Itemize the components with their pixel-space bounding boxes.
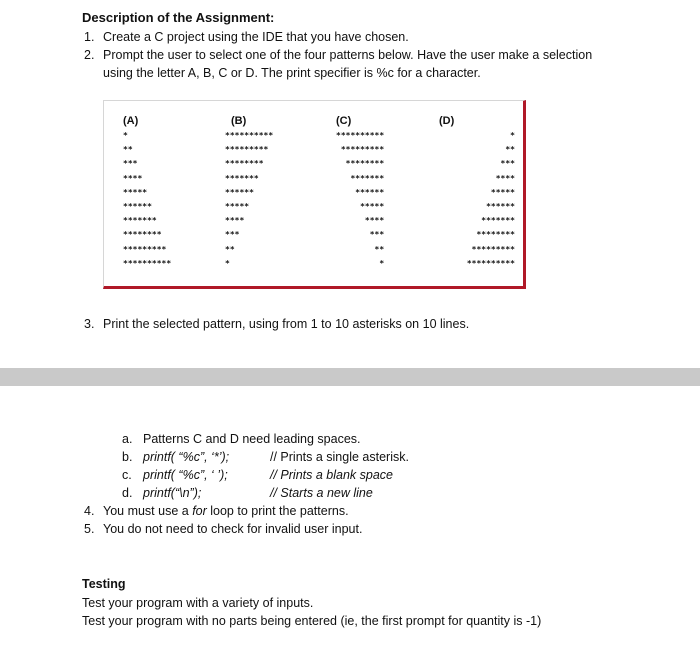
pattern-a-label: (A) (123, 115, 139, 127)
item-4-text-b: loop to print the patterns. (206, 504, 349, 518)
testing-line-1: Test your program with a variety of inputs. (82, 596, 314, 610)
pattern-d-row: **** (495, 173, 515, 183)
pattern-c-rows (336, 129, 384, 271)
pattern-a-row: ** (123, 145, 133, 155)
pattern-c-label: (C) (336, 115, 352, 127)
patterns-figure (103, 100, 526, 289)
pattern-d-row: ******* (481, 216, 515, 226)
pattern-c-row: ** (336, 244, 385, 254)
assignment-title: Description of the Assignment: (82, 10, 275, 25)
item-1-number: 1. (84, 30, 95, 44)
pattern-b-row: * (225, 258, 230, 268)
item-4-text (103, 504, 349, 518)
pattern-d-row: ***** (490, 187, 515, 197)
item-3-text: Print the selected pattern, using from 1 to 10 asterisks on 10 lines. (103, 317, 470, 331)
note-d-code: printf(“\n”); (143, 486, 202, 500)
page-divider (0, 368, 700, 386)
pattern-b-row: ********** (225, 131, 274, 140)
pattern-a-row: ***** (123, 187, 148, 197)
pattern-a-row: ********** (123, 258, 172, 268)
testing-heading: Testing (82, 577, 126, 591)
item-1-text: Create a C project using the IDE that you have chosen. (103, 30, 409, 44)
note-a-number: a. (122, 432, 133, 446)
pattern-b-row: ******* (225, 173, 259, 183)
pattern-b-row: ***** (225, 201, 250, 211)
note-a-text: Patterns C and D need leading spaces. (143, 432, 361, 446)
item-3-number: 3. (84, 317, 95, 331)
pattern-a-row: ****** (123, 201, 152, 211)
pattern-a-row: **** (123, 173, 143, 183)
item-4-number: 4. (84, 504, 95, 518)
pattern-b-row: ******** (225, 159, 264, 169)
note-b-comment: // Prints a single asterisk. (270, 450, 409, 464)
pattern-b-row: ****** (225, 187, 254, 197)
item-5-text: You do not need to check for invalid user input. (103, 522, 363, 536)
pattern-b-row: *** (225, 230, 240, 240)
pattern-d-rows (438, 129, 515, 271)
note-c-comment: // Prints a blank space (270, 468, 393, 482)
note-c-code: printf( “%c”, ‘ ’); (143, 468, 228, 482)
pattern-c-row: ****** (336, 187, 385, 197)
pattern-b-row: **** (225, 216, 245, 226)
note-d-comment: // Starts a new line (270, 486, 373, 500)
pattern-d (438, 115, 515, 271)
note-b-number: b. (122, 450, 133, 464)
note-d-number: d. (122, 486, 133, 500)
item-2-number: 2. (84, 48, 95, 62)
pattern-c-row: ********* (336, 145, 385, 155)
pattern-c-row: *** (336, 230, 385, 240)
pattern-d-row: * (510, 131, 515, 140)
pattern-b-row: ** (225, 244, 235, 254)
pattern-d-row: ******** (476, 230, 515, 240)
item-4-text-a: You must use a (103, 504, 193, 518)
pattern-b (225, 115, 273, 271)
pattern-a-row: * (123, 131, 128, 140)
pattern-a-rows (123, 129, 171, 271)
pattern-d-row: ****** (486, 201, 515, 211)
pattern-d-row: ********* (471, 244, 515, 254)
pattern-d-row: *** (500, 159, 515, 169)
pattern-c-row: ******* (336, 173, 385, 183)
pattern-a-row: ******** (123, 230, 162, 240)
item-4-for-keyword: for (192, 504, 207, 518)
note-b-code: printf( “%c”, ‘*’); (143, 450, 230, 464)
pattern-a-row: ******* (123, 216, 157, 226)
pattern-a (123, 115, 171, 271)
pattern-b-label: (B) (231, 115, 247, 127)
pattern-c-row: ***** (336, 201, 385, 211)
testing-line-2: Test your program with no parts being entered (ie, the first prompt for quantity is -1) (82, 614, 542, 628)
pattern-d-row: ********** (466, 258, 515, 268)
pattern-a-row: ********* (123, 244, 167, 254)
item-2-text-line2: using the letter A, B, C or D. The print specifier is %c for a character. (103, 66, 481, 80)
pattern-c-row: ******** (336, 159, 385, 169)
pattern-b-rows (225, 129, 273, 271)
pattern-b-row: ********* (225, 145, 269, 155)
pattern-c-row: **** (336, 216, 385, 226)
pattern-d-row: ** (505, 145, 515, 155)
pattern-c-row: ********** (336, 131, 385, 140)
pattern-a-row: *** (123, 159, 138, 169)
note-c-number: c. (122, 468, 132, 482)
pattern-d-label: (D) (439, 115, 455, 127)
item-5-number: 5. (84, 522, 95, 536)
pattern-c (336, 115, 384, 271)
item-2-text-line1: Prompt the user to select one of the four patterns below. Have the user make a selection (103, 48, 593, 62)
pattern-c-row: * (336, 258, 385, 268)
